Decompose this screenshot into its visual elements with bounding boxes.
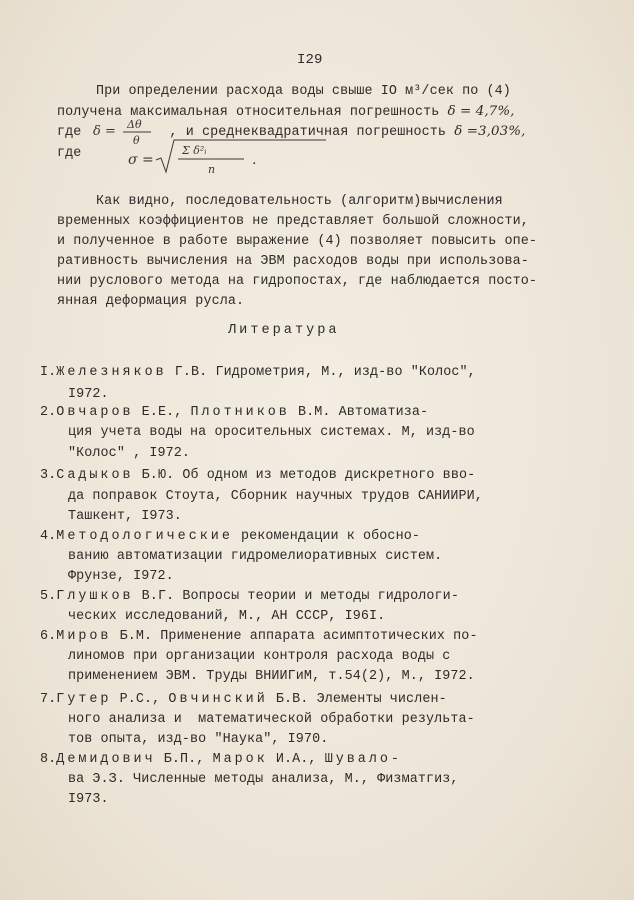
reference-line xyxy=(40,529,420,544)
reference-line: ного анализа и математической обработки результа- xyxy=(68,712,475,727)
reference-author: Шувало- xyxy=(324,752,402,767)
reference-text: Г.В. Гидрометрия, М., изд-во "Колос", xyxy=(166,365,476,380)
reference-line: ванию автоматизации гидромелиоративных систем. xyxy=(68,549,443,564)
reference-author: Железняков xyxy=(56,365,167,380)
rms-error: δ =3,03%, xyxy=(454,124,526,139)
reference-number: 7. xyxy=(40,692,57,707)
paragraph-line-1: Как видно, последовательность (алгоритм)вычисления xyxy=(96,194,503,209)
reference-line xyxy=(40,405,428,420)
reference-author: Гутер xyxy=(56,692,112,707)
reference-line: Фрунзе, I972. xyxy=(68,569,174,584)
reference-text: Р.С., xyxy=(111,692,169,707)
references-heading: Литература xyxy=(228,323,340,338)
reference-line: I972. xyxy=(68,387,109,402)
sigma-lhs: σ = xyxy=(128,152,154,168)
reference-text: И.А., xyxy=(267,752,325,767)
reference-text: Б.Ю. Об одном из методов дискретного вво- xyxy=(133,468,476,483)
delta-num: Δθ xyxy=(127,118,142,131)
reference-author: Методологические xyxy=(56,529,233,544)
sigma-denominator: n xyxy=(208,163,216,176)
reference-line: да поправок Стоута, Сборник научных трудов САНИИРИ, xyxy=(68,489,483,504)
intro-line-1: При определении расхода воды свыше IO м³/сек по (4) xyxy=(96,84,511,99)
reference-text: Б.В. Элементы числен- xyxy=(267,692,447,707)
reference-author: Миров xyxy=(56,629,112,644)
reference-author: Овчинский xyxy=(168,692,268,707)
reference-number: 6. xyxy=(40,629,57,644)
sigma-end: . xyxy=(252,152,257,168)
reference-line: ция учета воды на оросительных системах. М, изд-во xyxy=(68,425,475,440)
max-relative-error: δ = 4,7%, xyxy=(447,104,515,119)
reference-text: Б.П., xyxy=(155,752,213,767)
reference-line: I973. xyxy=(68,792,109,807)
paragraph-line-4: ративность вычисления на ЭВМ расходов воды при использова- xyxy=(57,254,529,269)
delta-lhs: δ = xyxy=(93,124,116,139)
reference-line: тов опыта, изд-во "Наука", I970. xyxy=(68,732,329,747)
reference-text: В.М. Автоматиза- xyxy=(289,405,429,420)
page-number: I29 xyxy=(297,52,323,68)
sigma-numerator: Σ δ²ᵢ xyxy=(182,144,207,157)
reference-line: применением ЭВМ. Труды ВНИИГиМ, т.54(2), М., I972. xyxy=(68,669,475,684)
reference-author: Овчаров xyxy=(56,405,134,420)
intro-line-3-pre: где xyxy=(57,125,82,140)
reference-line xyxy=(40,365,476,380)
reference-line: линомов при организации контроля расхода воды с xyxy=(68,649,451,664)
reference-line: ческих исследований, М., АН СССР, I96I. xyxy=(68,609,386,624)
paragraph-line-5: нии руслового метода на гидропостах, где наблюдается посто- xyxy=(57,274,538,289)
reference-line xyxy=(40,468,475,483)
reference-line: ва Э.З. Численные методы анализа, М., Физматгиз, xyxy=(68,772,459,787)
reference-number: 8. xyxy=(40,752,57,767)
reference-number: 2. xyxy=(40,405,57,420)
reference-number: 4. xyxy=(40,529,57,544)
reference-number: 5. xyxy=(40,589,57,604)
reference-author: Плотников xyxy=(190,405,290,420)
intro-line-2-text: получена максимальная относительная погрешность xyxy=(57,105,440,120)
intro-line-4: где xyxy=(57,146,82,161)
reference-text: В.Г. Вопросы теории и методы гидрологи- xyxy=(133,589,459,604)
reference-line xyxy=(40,629,478,644)
paragraph-line-6: янная деформация русла. xyxy=(57,294,245,309)
paragraph-line-3: и полученное в работе выражение (4) позволяет повысить опе- xyxy=(57,234,538,249)
sigma-formula xyxy=(126,136,326,178)
reference-author: Демидович xyxy=(56,752,156,767)
reference-number: 3. xyxy=(40,468,57,483)
intro-line-3-mid: , и среднеквадратичная погрешность xyxy=(169,125,447,140)
reference-text: рекомендации к обосно- xyxy=(232,529,420,544)
reference-line xyxy=(40,589,459,604)
paragraph-line-2: временных коэффициентов не представляет большой сложности, xyxy=(57,214,529,229)
reference-text: Е.Е., xyxy=(133,405,191,420)
reference-line: "Колос" , I972. xyxy=(68,446,191,461)
reference-number: I. xyxy=(40,365,57,380)
reference-text: Б.М. Применение аппарата асимптотических по- xyxy=(111,629,478,644)
reference-author: Глушков xyxy=(56,589,134,604)
reference-line xyxy=(40,752,402,767)
reference-author: Марок xyxy=(212,752,268,767)
reference-author: Садыков xyxy=(56,468,134,483)
delta-den: θ xyxy=(133,134,140,147)
reference-line xyxy=(40,692,447,707)
reference-line: Ташкент, I973. xyxy=(68,509,182,524)
